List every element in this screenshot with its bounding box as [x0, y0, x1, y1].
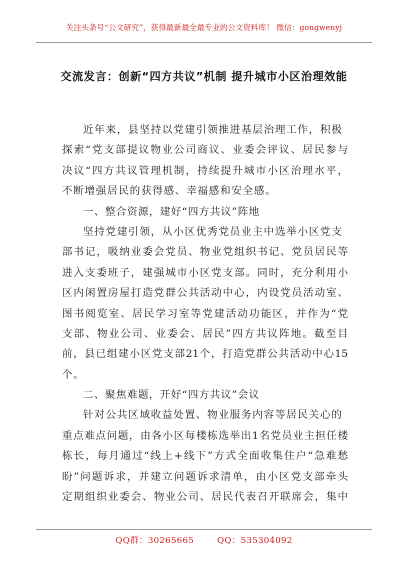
document-title: 交流发言：创新“四方共议”机制 提升城市小区治理效能	[60, 70, 348, 83]
body-line: 栋长，每月通过“线上+线下”方式全面收集住户“急难愁	[62, 450, 348, 463]
body-line: 坚持党建引领，从小区优秀党员业主中选举小区党支	[83, 225, 343, 238]
section-heading: 二、聚焦难题，开好“四方共议”会议	[83, 389, 260, 402]
header-promo-note: 关注头条号“公文研究”，获得最新最全最专业的公文资料库！ 微信：gongwenyj	[65, 23, 343, 32]
section-heading: 一、整合资源，建好“四方共议”阵地	[83, 205, 260, 218]
body-line: 盼”问题诉求，并建立问题诉求清单，由小区党支部牵头	[62, 470, 348, 483]
footer-qq-group: QQ群：30265665	[115, 536, 195, 546]
body-line: 区内闲置房屋打造党群公共活动中心，内设党员活动室、	[62, 287, 348, 300]
document-body	[62, 120, 348, 507]
body-line: 针对公共区域收益处置、物业服务内容等居民关心的	[83, 409, 343, 422]
footer-divider	[36, 529, 372, 530]
body-line: 进入支委班子，建强城市小区党支部。同时，充分利用小	[62, 266, 348, 279]
body-line: 定期组织业委会、物业公司、居民代表召开联席会，集中	[62, 491, 348, 504]
body-line: 前，县已组建小区党支部21个，打造党群公共活动中心15	[62, 348, 348, 361]
body-line: 决议“四方共议管理机制，持续提升城市小区治理水平，	[62, 164, 348, 177]
body-line: 个。	[62, 368, 85, 381]
footer-qq: QQ：535304092	[217, 536, 293, 546]
header-divider	[36, 42, 372, 43]
footer-contact	[0, 534, 408, 546]
body-line: 不断增强居民的获得感、幸福感和安全感。	[62, 185, 277, 198]
body-line: 部书记，吸纳业委会党员、物业党组织书记、党员居民等	[62, 246, 348, 259]
body-line: 支部、物业公司、业委会、居民”四方共议阵地。截至目	[62, 327, 348, 340]
body-line: 重点难点问题，由各小区每楼栋选举出1名党员业主担任楼	[62, 429, 348, 442]
body-line: 近年来，县坚持以党建引领推进基层治理工作，积极	[83, 124, 343, 136]
body-line: 探索“党支部提议物业公司商议、业委会评议、居民参与	[62, 144, 348, 157]
body-line: 图书阅览室、居民学习室等党建活动功能区，并作为“党	[62, 307, 348, 320]
